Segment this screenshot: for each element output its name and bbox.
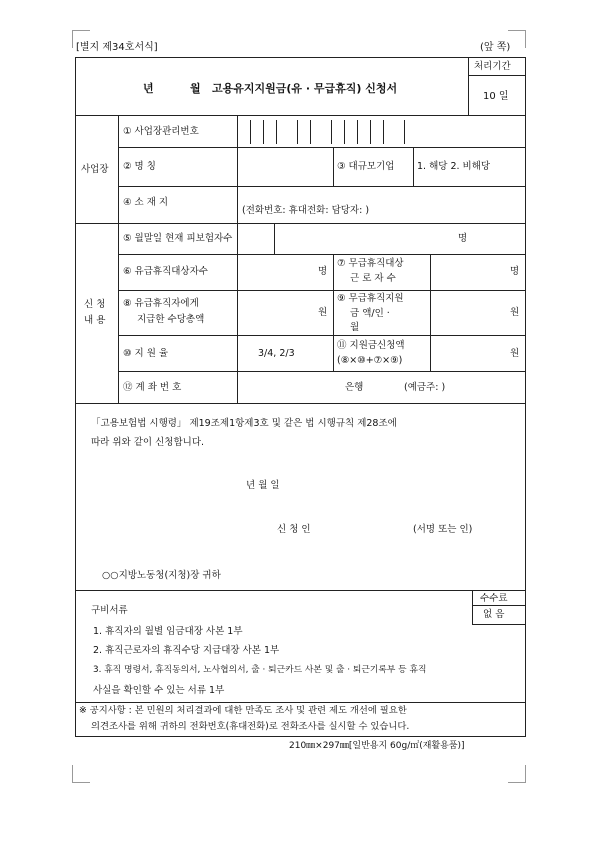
unpaid-support-unit: 원	[510, 307, 520, 318]
unpaid-leave-count-unit: 명	[510, 266, 520, 277]
business-name-label: ② 명 칭	[123, 161, 156, 172]
document-item: 1. 휴직자의 월별 임금대장 사본 1부	[93, 626, 243, 637]
bank-label: 은행	[345, 382, 364, 393]
statement-line-2: 따라 위와 같이 신청합니다.	[91, 437, 205, 448]
addressee: ○○지방노동청(지청)장 귀하	[102, 570, 221, 581]
paper-spec: 210㎜×297㎜[일반용지 60g/㎡(재활용품)]	[289, 741, 465, 751]
registration-number-label: ① 사업장관리번호	[123, 126, 199, 137]
allowance-total-label-1: ⑧ 유급휴직자에게	[123, 298, 199, 309]
fee-value: 없 음	[483, 609, 505, 620]
processing-period-value: 10 일	[483, 91, 509, 102]
business-section-label: 사업장	[81, 164, 109, 175]
address-label: ④ 소 재 지	[123, 197, 169, 208]
support-apply-label-2: (⑧×⑩+⑦×⑨)	[337, 355, 403, 366]
unpaid-support-label-2: 금 액/인 ·	[350, 308, 390, 319]
signature-field[interactable]: (서명 또는 인)	[413, 524, 473, 535]
crop-mark	[508, 782, 526, 783]
paid-leave-count-unit: 명	[318, 266, 328, 277]
crop-mark	[72, 765, 73, 783]
notice-line-2: 의견조사를 위해 귀하의 전화번호(휴대전화)로 전화조사를 실시할 수 있습니다.	[91, 721, 410, 732]
unpaid-support-label-3: 월	[350, 322, 360, 333]
form-number: [별지 제34호서식]	[76, 42, 158, 53]
large-company-options[interactable]: 1. 해당 2. 비해당	[417, 161, 491, 172]
account-holder-field[interactable]: (예금주: )	[404, 382, 446, 393]
notice-line-1: ※ 공지사항 : 본 민원의 처리결과에 대한 만족도 조사 및 관련 제도 개선에 필요한	[79, 705, 407, 716]
support-rate-value: 3/4, 2/3	[258, 348, 295, 359]
page-title: 고용유지지원금(유 · 무급휴직) 신청서	[212, 82, 398, 95]
crop-mark	[525, 30, 526, 48]
title-month: 월	[190, 82, 201, 95]
unpaid-leave-count-label-1: ⑦ 무급휴직대상	[337, 258, 404, 269]
date-line[interactable]: 년 월 일	[246, 480, 280, 491]
crop-mark	[72, 30, 73, 48]
document-item: 3. 휴직 명령서, 휴직동의서, 노사협의서, 출 · 퇴근카드 사본 및 출 · 퇴근기록부 등 휴직	[93, 665, 427, 675]
large-company-label: ③ 대규모기업	[337, 161, 395, 172]
page-side: (앞 쪽)	[480, 42, 511, 53]
apply-section-label-2: 내 용	[84, 315, 106, 326]
unpaid-support-label-1: ⑨ 무급휴직지원	[337, 293, 404, 304]
processing-period-label: 처리기간	[474, 61, 511, 72]
crop-mark	[525, 765, 526, 783]
crop-mark	[72, 782, 90, 783]
crop-mark	[508, 30, 526, 31]
unpaid-leave-count-label-2: 근 로 자 수	[350, 273, 396, 284]
crop-mark	[72, 30, 90, 31]
allowance-total-label-2: 지급한 수당총액	[137, 314, 205, 325]
paid-leave-count-label: ⑥ 유급휴직대상자수	[123, 266, 208, 277]
documents-title: 구비서류	[91, 605, 128, 616]
support-rate-label: ⑩ 지 원 율	[123, 348, 169, 359]
allowance-total-unit: 원	[318, 307, 328, 318]
insured-count-label: ⑤ 월말일 현재 피보험자수	[123, 233, 233, 244]
document-item: 2. 휴직근로자의 휴직수당 지급대장 사본 1부	[93, 645, 280, 656]
document-item: 사실을 확인할 수 있는 서류 1부	[93, 685, 225, 696]
contact-line[interactable]: (전화번호: 휴대전화: 담당자: )	[242, 205, 370, 216]
applicant-label: 신 청 인	[277, 524, 311, 535]
support-apply-unit: 원	[510, 348, 520, 359]
apply-section-label-1: 신 청	[84, 299, 106, 310]
support-apply-label-1: ⑪ 지원금신청액	[337, 340, 405, 351]
title-year: 년	[143, 82, 154, 95]
fee-label: 수수료	[480, 593, 508, 604]
account-number-label: ⑫ 계 좌 번 호	[123, 382, 182, 393]
statement-line-1: 「고용보험법 시행령」 제19조제1항제3호 및 같은 법 시행규칙 제28조에	[91, 418, 397, 429]
insured-count-unit: 명	[458, 233, 468, 244]
